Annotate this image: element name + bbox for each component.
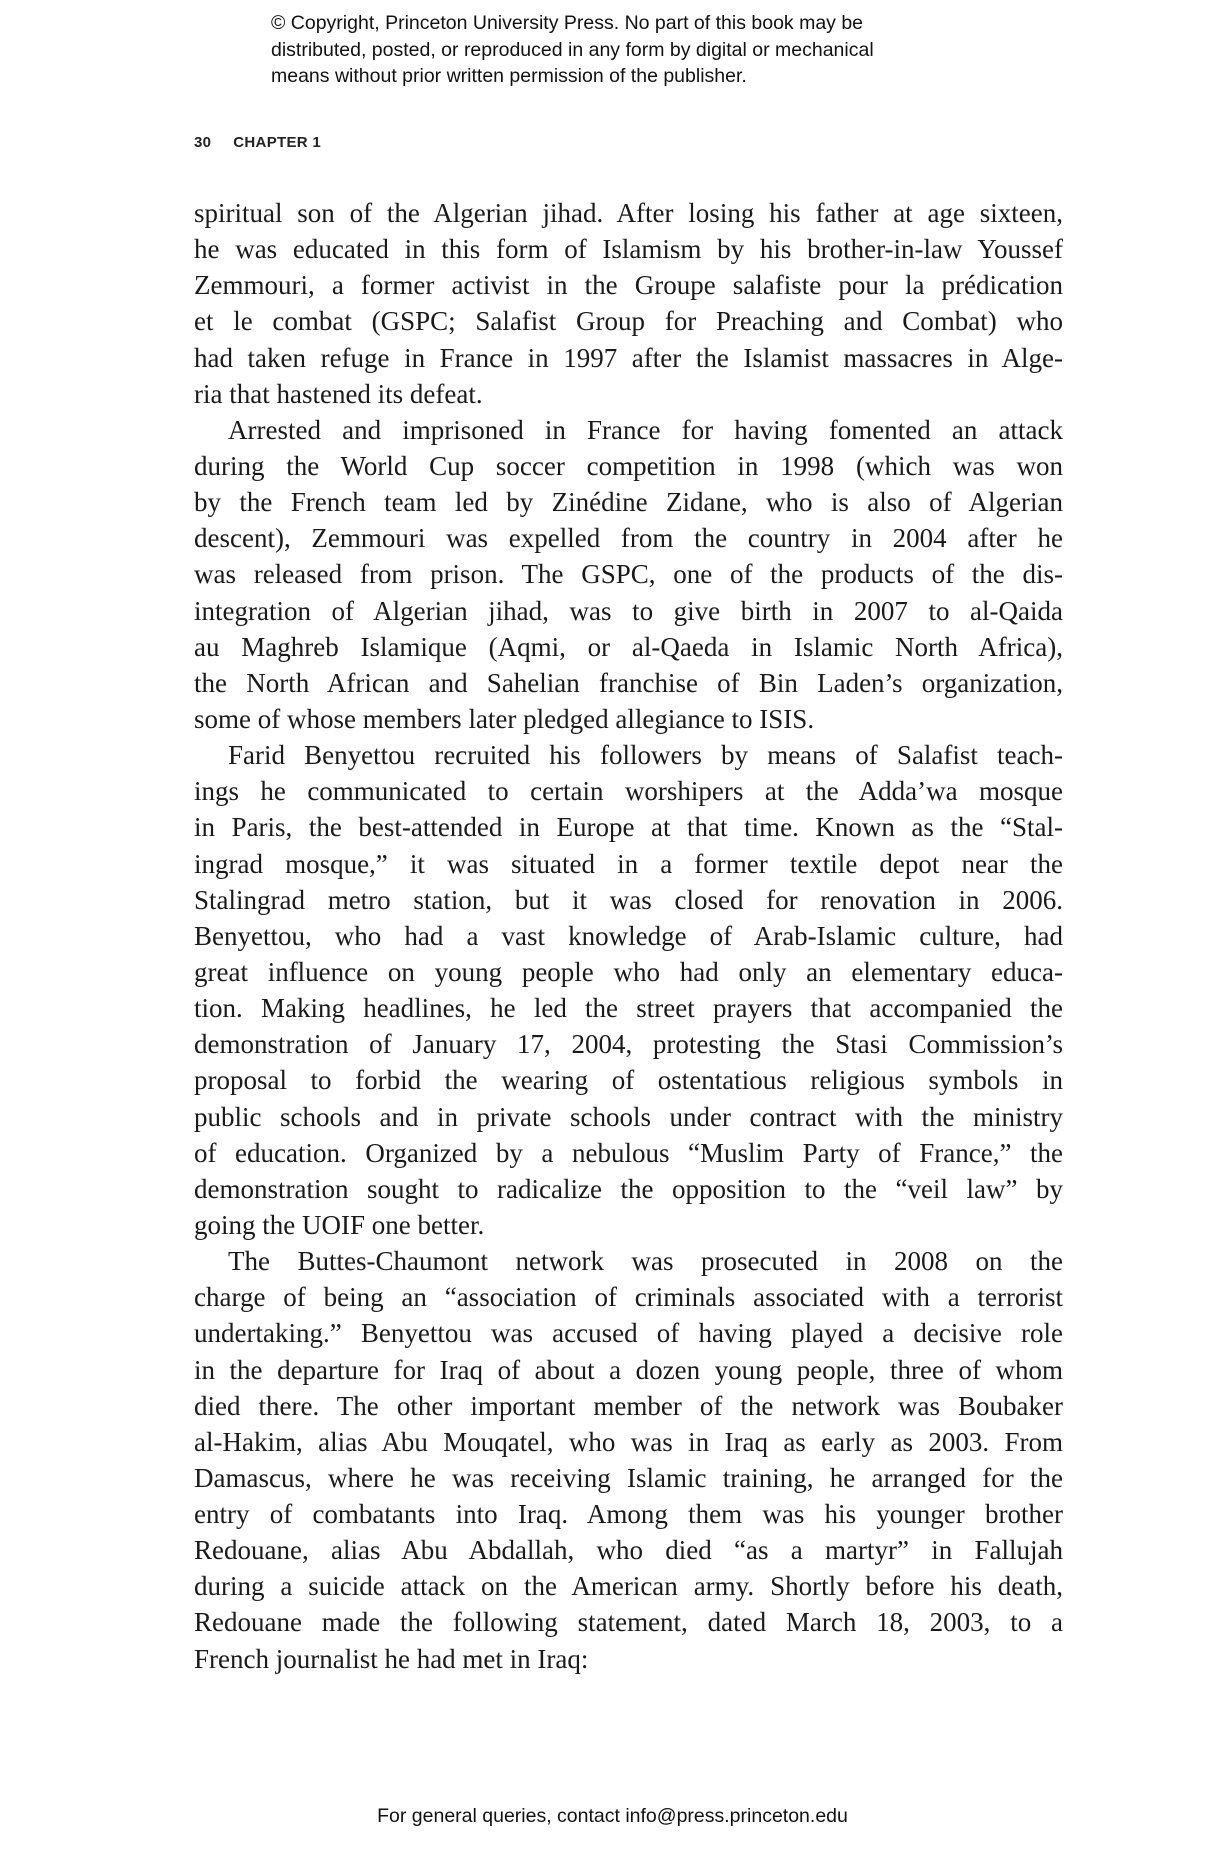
paragraph: [194, 737, 1063, 1243]
text-line: spiritual son of the Algerian jihad. After losing his father at age sixteen,: [194, 198, 1063, 228]
copyright-line: © Copyright, Princeton University Press. No part of this book may be: [271, 12, 864, 34]
text-line: public schools and in private schools under contract with the ministry: [194, 1101, 1063, 1132]
page-number: 30: [194, 134, 212, 151]
text-line: demonstration of January 17, 2004, protesting the Stasi Commission’s: [194, 1029, 1063, 1060]
text-line: The Buttes-Chaumont network was prosecuted in 2008 on the: [228, 1246, 1063, 1277]
copyright-notice: [271, 10, 874, 90]
text-line: Zemmouri, a former activist in the Groupe salafiste pour la prédication: [194, 270, 1063, 301]
text-line: Arrested and imprisoned in France for having fomented an attack: [228, 414, 1063, 445]
text-line: et le combat (GSPC; Salafist Group for Preaching and Combat) who: [194, 306, 1063, 337]
text-line: by the French team led by Zinédine Zidane, who is also of Algerian: [194, 487, 1063, 518]
chapter-label: CHAPTER 1: [233, 134, 322, 151]
paragraph: [194, 412, 1063, 737]
text-line: ria that hastened its defeat.: [194, 378, 483, 409]
text-line: died there. The other important member of the network was Boubaker: [194, 1390, 1063, 1421]
text-line: ingrad mosque,” it was situated in a former textile depot near the: [194, 848, 1063, 879]
text-line: entry of combatants into Iraq. Among them was his younger brother: [194, 1499, 1063, 1530]
body-text: [194, 195, 1063, 1677]
running-head: [194, 134, 321, 151]
text-line: Damascus, where he was receiving Islamic training, he arranged for the: [194, 1462, 1063, 1493]
text-line: ings he communicated to certain worshipers at the Adda’wa mosque: [194, 776, 1063, 807]
text-line: had taken refuge in France in 1997 after the Islamist massacres in Alge-: [194, 342, 1063, 373]
text-line: the North African and Sahelian franchise of Bin Laden’s organization,: [194, 667, 1063, 698]
text-line: tion. Making headlines, he led the street prayers that accompanied the: [194, 993, 1063, 1024]
text-line: al-Hakim, alias Abu Mouqatel, who was in Iraq as early as 2003. From: [194, 1426, 1063, 1457]
text-line: demonstration sought to radicalize the opposition to the “veil law” by: [194, 1173, 1063, 1204]
text-line: was released from prison. The GSPC, one of the products of the dis-: [194, 559, 1063, 590]
text-line: French journalist he had met in Iraq:: [194, 1643, 589, 1674]
text-line: he was educated in this form of Islamism by his brother-in-law Youssef: [194, 234, 1063, 265]
text-line: descent), Zemmouri was expelled from the country in 2004 after he: [194, 523, 1063, 554]
text-line: charge of being an “association of criminals associated with a terrorist: [194, 1282, 1063, 1313]
text-line: undertaking.” Benyettou was accused of having played a decisive role: [194, 1318, 1063, 1349]
text-line: Redouane made the following statement, dated March 18, 2003, to a: [194, 1607, 1063, 1638]
text-line: au Maghreb Islamique (Aqmi, or al-Qaeda in Islamic North Africa),: [194, 631, 1063, 662]
text-line: Redouane, alias Abu Abdallah, who died “as a martyr” in Fallujah: [194, 1535, 1063, 1566]
text-line: integration of Algerian jihad, was to give birth in 2007 to al-Qaida: [194, 595, 1063, 626]
text-line: during a suicide attack on the American army. Shortly before his death,: [194, 1571, 1063, 1602]
text-line: going the UOIF one better.: [194, 1209, 485, 1240]
text-line: during the World Cup soccer competition in 1998 (which was won: [194, 450, 1063, 481]
text-line: Farid Benyettou recruited his followers by means of Salafist teach-: [228, 740, 1063, 771]
text-line: great influence on young people who had only an elementary educa-: [194, 956, 1063, 987]
text-line: Stalingrad metro station, but it was closed for renovation in 2006.: [194, 884, 1063, 915]
text-line: some of whose members later pledged allegiance to ISIS.: [194, 703, 815, 734]
copyright-line: distributed, posted, or reproduced in any form by digital or mechanical: [271, 38, 874, 61]
paragraph: [194, 1243, 1063, 1677]
text-line: in the departure for Iraq of about a dozen young people, three of whom: [194, 1354, 1063, 1385]
copyright-line: means without prior written permission of the publisher.: [271, 65, 747, 87]
paragraph: [194, 195, 1063, 412]
text-line: in Paris, the best-attended in Europe at that time. Known as the “Stal-: [194, 812, 1063, 843]
text-line: of education. Organized by a nebulous “Muslim Party of France,” the: [194, 1137, 1063, 1168]
text-line: Benyettou, who had a vast knowledge of Arab-Islamic culture, had: [194, 920, 1063, 951]
text-line: proposal to forbid the wearing of ostentatious religious symbols in: [194, 1065, 1063, 1096]
footer-contact: For general queries, contact info@press.princeton.edu: [377, 1805, 848, 1827]
